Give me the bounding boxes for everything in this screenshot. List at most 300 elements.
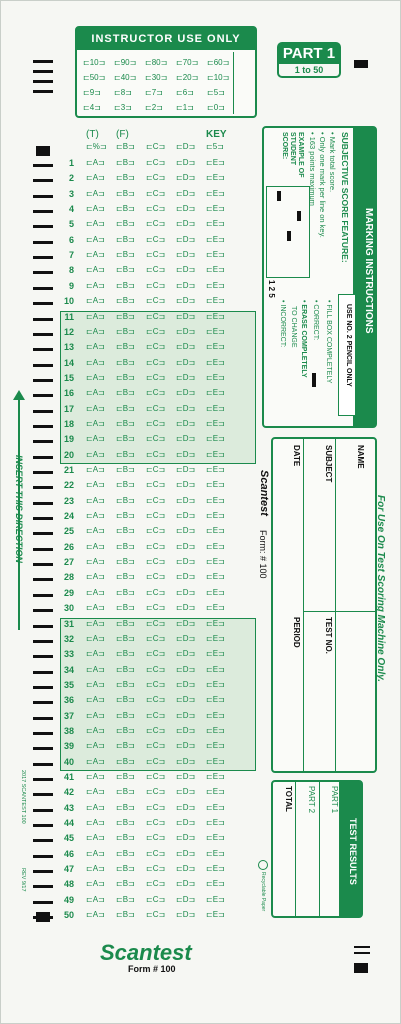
answer-bubble[interactable]: ⊏C⊐ [146, 710, 166, 720]
answer-bubble[interactable]: ⊏D⊐ [176, 710, 196, 720]
answer-bubble[interactable]: ⊏A⊐ [86, 910, 105, 920]
answer-bubble[interactable]: ⊏E⊐ [206, 204, 225, 214]
answer-bubble[interactable]: ⊏C⊐ [146, 372, 166, 382]
answer-bubble[interactable]: ⊏E⊐ [206, 280, 225, 290]
answer-bubble[interactable]: ⊏B⊐ [116, 265, 135, 275]
answer-bubble[interactable]: ⊏D⊐ [176, 557, 196, 567]
answer-bubble[interactable]: ⊏D⊐ [176, 449, 196, 459]
answer-bubble[interactable]: ⊏B⊐ [116, 633, 135, 643]
answer-bubble[interactable]: ⊏D⊐ [176, 480, 196, 490]
answer-bubble[interactable]: ⊏B⊐ [116, 495, 135, 505]
answer-bubble[interactable]: ⊏A⊐ [86, 848, 105, 858]
answer-bubble[interactable]: ⊏D⊐ [176, 802, 196, 812]
question-row [0, 756, 225, 773]
answer-bubble[interactable]: ⊏B⊐ [116, 403, 135, 413]
answer-bubble[interactable]: ⊏B⊐ [116, 372, 135, 382]
answer-bubble[interactable]: ⊏D⊐ [176, 541, 196, 551]
answer-bubble[interactable]: ⊏C⊐ [146, 802, 166, 812]
answer-bubble[interactable]: ⊏B⊐ [116, 818, 135, 828]
answer-bubble[interactable]: ⊏D⊐ [176, 403, 196, 413]
question-row [0, 787, 225, 803]
instructor-bubble[interactable]: ⊏1⊐ [176, 103, 194, 112]
answer-bubble[interactable]: ⊏B⊐ [116, 894, 135, 904]
answer-bubble[interactable]: ⊏D⊐ [176, 418, 196, 428]
answer-bubble[interactable]: ⊏D⊐ [176, 465, 196, 474]
answer-bubble[interactable]: ⊏E⊐ [206, 633, 225, 643]
answer-bubble[interactable]: ⊏C⊐ [146, 234, 166, 244]
instructor-bubble[interactable]: ⊏50⊐ [83, 73, 106, 82]
instructor-bubble[interactable]: ⊏5⊐ [207, 88, 225, 97]
answer-bubble[interactable]: ⊏B⊐ [116, 280, 135, 290]
answer-bubble[interactable]: ⊏E⊐ [206, 664, 225, 674]
answer-bubble[interactable]: ⊏E⊐ [206, 480, 225, 490]
answer-bubble[interactable]: ⊏B⊐ [116, 526, 135, 536]
answer-bubble[interactable]: ⊏B⊐ [116, 511, 135, 521]
answer-bubble[interactable]: ⊏B⊐ [116, 618, 135, 628]
answer-bubble[interactable]: ⊏D⊐ [176, 818, 196, 828]
answer-bubble[interactable]: ⊏B⊐ [116, 802, 135, 812]
answer-bubble[interactable]: ⊏B⊐ [116, 603, 135, 613]
answer-bubble[interactable]: ⊏E⊐ [206, 695, 225, 705]
answer-bubble[interactable]: ⊏A⊐ [86, 388, 105, 398]
answer-bubble[interactable]: ⊏B⊐ [116, 741, 135, 751]
date-label: DATE [292, 445, 301, 467]
answer-bubble[interactable]: ⊏B⊐ [116, 572, 135, 582]
answer-bubble[interactable]: ⊏D⊐ [176, 204, 196, 214]
key-label: KEY [206, 129, 227, 140]
answer-bubble[interactable]: ⊏E⊐ [206, 449, 225, 459]
answer-bubble[interactable]: ⊏A⊐ [86, 526, 105, 536]
answer-bubble[interactable]: ⊏E⊐ [206, 188, 225, 198]
answer-bubble[interactable]: ⊏A⊐ [86, 342, 105, 352]
answer-bubble[interactable]: ⊏B⊐ [116, 480, 135, 490]
answer-bubble[interactable]: ⊏E⊐ [206, 725, 225, 735]
question-row [0, 342, 225, 358]
answer-bubble[interactable]: ⊏E⊐ [206, 910, 225, 920]
answer-bubble[interactable]: ⊏A⊐ [86, 772, 105, 781]
question-number: 23 [63, 495, 74, 506]
answer-bubble[interactable]: ⊏D⊐ [176, 879, 196, 889]
answer-bubble[interactable]: ⊏A⊐ [86, 449, 105, 459]
answer-bubble[interactable]: ⊏C⊐ [146, 587, 166, 597]
answer-bubble[interactable]: ⊏A⊐ [86, 296, 105, 306]
answer-bubble[interactable]: ⊏B⊐ [116, 541, 135, 551]
answer-bubble[interactable]: ⊏D⊐ [176, 741, 196, 751]
answer-bubble[interactable]: ⊏E⊐ [206, 495, 225, 505]
answer-bubble[interactable]: ⊏B⊐ [116, 557, 135, 567]
instructor-bubble[interactable]: ⊏20⊐ [176, 73, 199, 82]
answer-bubble[interactable]: ⊏B⊐ [116, 833, 135, 843]
answer-bubble[interactable]: ⊏A⊐ [86, 480, 105, 490]
answer-bubble[interactable]: ⊏A⊐ [86, 818, 105, 828]
answer-bubble[interactable]: ⊏A⊐ [86, 894, 105, 904]
answer-bubble[interactable]: ⊏D⊐ [176, 434, 196, 444]
answer-bubble[interactable]: ⊏A⊐ [86, 756, 105, 766]
answer-bubble[interactable]: ⊏A⊐ [86, 326, 105, 336]
answer-bubble[interactable]: ⊏E⊐ [206, 679, 225, 689]
answer-bubble[interactable]: ⊏D⊐ [176, 848, 196, 858]
answer-bubble[interactable]: ⊏B⊐ [116, 587, 135, 597]
answer-bubble[interactable]: ⊏B⊐ [116, 695, 135, 705]
answer-bubble[interactable]: ⊏B⊐ [116, 204, 135, 214]
timing-mark [33, 80, 53, 83]
answer-bubble[interactable]: ⊏E⊐ [206, 296, 225, 306]
answer-bubble[interactable]: ⊏E⊐ [206, 372, 225, 382]
answer-bubble[interactable]: ⊏A⊐ [86, 572, 105, 582]
answer-bubble[interactable]: ⊏C⊐ [146, 188, 166, 198]
recycle-icon [258, 860, 268, 870]
answer-bubble[interactable]: ⊏E⊐ [206, 833, 225, 843]
erase-note: • ERASE COMPLETELY [300, 300, 307, 378]
answer-bubble[interactable]: ⊏B⊐ [116, 219, 135, 229]
answer-bubble[interactable]: ⊏C⊐ [146, 480, 166, 490]
answer-bubble[interactable]: ⊏A⊐ [86, 357, 105, 367]
answer-bubble[interactable]: ⊏D⊐ [176, 587, 196, 597]
answer-bubble[interactable]: ⊏C⊐ [146, 296, 166, 306]
answer-bubble[interactable]: ⊏E⊐ [206, 649, 225, 659]
answer-bubble[interactable]: ⊏C⊐ [146, 756, 166, 766]
answer-bubble[interactable]: ⊏E⊐ [206, 342, 225, 352]
answer-bubble[interactable]: ⊏B⊐ [116, 772, 135, 781]
answer-bubble[interactable]: ⊏D⊐ [176, 311, 196, 321]
answer-bubble[interactable]: ⊏A⊐ [86, 403, 105, 413]
question-row [0, 864, 225, 880]
answer-bubble[interactable]: ⊏E⊐ [206, 265, 225, 275]
answer-bubble[interactable]: ⊏C⊐ [146, 879, 166, 889]
answer-bubble[interactable]: ⊏A⊐ [86, 280, 105, 290]
question-number: 4 [68, 204, 74, 215]
example-score-value: 1 2 5 [267, 280, 276, 298]
answer-bubble[interactable]: ⊏C⊐ [146, 664, 166, 674]
instructor-bubble[interactable]: ⊏70⊐ [176, 58, 199, 67]
instructor-bubble[interactable]: ⊏3⊐ [114, 103, 132, 112]
instructor-bubble[interactable]: ⊏80⊐ [145, 58, 168, 67]
answer-bubble[interactable]: ⊏B⊐ [116, 756, 135, 766]
answer-bubble[interactable]: ⊏C⊐ [146, 572, 166, 582]
answer-bubble[interactable]: ⊏A⊐ [86, 695, 105, 705]
answer-bubble[interactable]: ⊏D⊐ [176, 910, 196, 920]
top-row-bubble[interactable]: ⊏5⊐ [206, 142, 224, 151]
answer-bubble[interactable]: ⊏E⊐ [206, 603, 225, 613]
answer-bubble[interactable]: ⊏C⊐ [146, 633, 166, 643]
answer-bubble[interactable]: ⊏B⊐ [116, 879, 135, 889]
answer-bubble[interactable]: ⊏E⊐ [206, 219, 225, 229]
answer-bubble[interactable]: ⊏C⊐ [146, 173, 166, 183]
answer-bubble[interactable]: ⊏B⊐ [116, 296, 135, 306]
instructor-bubble[interactable]: ⊏10⊐ [83, 58, 106, 67]
answer-bubble[interactable]: ⊏A⊐ [86, 265, 105, 275]
answer-bubble[interactable]: ⊏E⊐ [206, 864, 225, 874]
answer-bubble[interactable]: ⊏D⊐ [176, 158, 196, 167]
answer-bubble[interactable]: ⊏C⊐ [146, 204, 166, 214]
answer-bubble[interactable]: ⊏C⊐ [146, 495, 166, 505]
answer-bubble[interactable]: ⊏A⊐ [86, 879, 105, 889]
answer-bubble[interactable]: ⊏B⊐ [116, 649, 135, 659]
answer-bubble[interactable]: ⊏D⊐ [176, 388, 196, 398]
answer-bubble[interactable]: ⊏C⊐ [146, 250, 166, 260]
answer-bubble[interactable]: ⊏D⊐ [176, 649, 196, 659]
answer-bubble[interactable]: ⊏B⊐ [116, 787, 135, 797]
answer-bubble[interactable]: ⊏C⊐ [146, 679, 166, 689]
answer-bubble[interactable]: ⊏C⊐ [146, 388, 166, 398]
answer-bubble[interactable]: ⊏D⊐ [176, 756, 196, 766]
answer-bubble[interactable]: ⊏D⊐ [176, 772, 196, 781]
answer-bubble[interactable]: ⊏E⊐ [206, 618, 225, 628]
correct-example-mark [312, 373, 316, 387]
answer-bubble[interactable]: ⊏C⊐ [146, 649, 166, 659]
answer-bubble[interactable]: ⊏D⊐ [176, 526, 196, 536]
answer-bubble[interactable]: ⊏D⊐ [176, 864, 196, 874]
answer-bubble[interactable]: ⊏C⊐ [146, 326, 166, 336]
answer-bubble[interactable]: ⊏D⊐ [176, 188, 196, 198]
answer-bubble[interactable]: ⊏D⊐ [176, 664, 196, 674]
answer-bubble[interactable]: ⊏C⊐ [146, 311, 166, 321]
answer-bubble[interactable]: ⊏B⊐ [116, 864, 135, 874]
answer-bubble[interactable]: ⊏B⊐ [116, 418, 135, 428]
answer-bubble[interactable]: ⊏A⊐ [86, 434, 105, 444]
top-row-bubble[interactable]: ⊏%⊐ [86, 142, 107, 151]
top-row-bubble[interactable]: ⊏B⊐ [116, 142, 135, 151]
answer-bubble[interactable]: ⊏B⊐ [116, 173, 135, 183]
top-row-bubble[interactable]: ⊏D⊐ [176, 142, 196, 151]
answer-bubble[interactable]: ⊏A⊐ [86, 679, 105, 689]
answer-bubble[interactable]: ⊏D⊐ [176, 725, 196, 735]
answer-bubble[interactable]: ⊏C⊐ [146, 772, 166, 781]
instructor-bubble[interactable]: ⊏2⊐ [145, 103, 163, 112]
answer-bubble[interactable]: ⊏A⊐ [86, 802, 105, 812]
answer-bubble[interactable]: ⊏C⊐ [146, 603, 166, 613]
answer-bubble[interactable]: ⊏D⊐ [176, 173, 196, 183]
answer-bubble[interactable]: ⊏E⊐ [206, 418, 225, 428]
answer-bubble[interactable]: ⊏A⊐ [86, 864, 105, 874]
answer-bubble[interactable]: ⊏C⊐ [146, 265, 166, 275]
answer-bubble[interactable]: ⊏B⊐ [116, 710, 135, 720]
answer-bubble[interactable]: ⊏D⊐ [176, 280, 196, 290]
answer-bubble[interactable]: ⊏B⊐ [116, 342, 135, 352]
answer-bubble[interactable]: ⊏E⊐ [206, 879, 225, 889]
answer-bubble[interactable]: ⊏D⊐ [176, 787, 196, 797]
answer-bubble[interactable]: ⊏B⊐ [116, 326, 135, 336]
answer-bubble[interactable]: ⊏B⊐ [116, 679, 135, 689]
answer-bubble[interactable]: ⊏E⊐ [206, 772, 225, 781]
answer-bubble[interactable]: ⊏D⊐ [176, 633, 196, 643]
answer-bubble[interactable]: ⊏C⊐ [146, 219, 166, 229]
answer-bubble[interactable]: ⊏C⊐ [146, 894, 166, 904]
answer-bubble[interactable]: ⊏B⊐ [116, 434, 135, 444]
answer-bubble[interactable]: ⊏A⊐ [86, 787, 105, 797]
instructor-bubble[interactable]: ⊏9⊐ [83, 88, 101, 97]
answer-bubble[interactable]: ⊏B⊐ [116, 449, 135, 459]
answer-bubble[interactable]: ⊏D⊐ [176, 219, 196, 229]
answer-bubble[interactable]: ⊏C⊐ [146, 818, 166, 828]
answer-bubble[interactable]: ⊏E⊐ [206, 818, 225, 828]
instructor-bubble[interactable]: ⊏90⊐ [114, 58, 137, 67]
answer-bubble[interactable]: ⊏A⊐ [86, 234, 105, 244]
answer-bubble[interactable]: ⊏E⊐ [206, 173, 225, 183]
answer-bubble[interactable]: ⊏E⊐ [206, 465, 225, 474]
answer-bubble[interactable]: ⊏D⊐ [176, 265, 196, 275]
answer-bubble[interactable]: ⊏A⊐ [86, 173, 105, 183]
answer-bubble[interactable]: ⊏A⊐ [86, 204, 105, 214]
test-no-label: TEST NO. [324, 617, 333, 654]
question-row [0, 188, 225, 205]
answer-bubble[interactable]: ⊏D⊐ [176, 495, 196, 505]
answer-bubble[interactable]: ⊏E⊐ [206, 434, 225, 444]
answer-bubble[interactable]: ⊏C⊐ [146, 449, 166, 459]
answer-bubble[interactable]: ⊏E⊐ [206, 234, 225, 244]
answer-bubble[interactable]: ⊏B⊐ [116, 158, 135, 167]
answer-bubble[interactable]: ⊏C⊐ [146, 618, 166, 628]
instructor-bubble[interactable]: ⊏4⊐ [83, 103, 101, 112]
answer-bubble[interactable]: ⊏A⊐ [86, 633, 105, 643]
question-number: 14 [63, 357, 74, 368]
answer-bubble[interactable]: ⊏A⊐ [86, 603, 105, 613]
answer-bubble[interactable]: ⊏E⊐ [206, 326, 225, 336]
answer-bubble[interactable]: ⊏A⊐ [86, 188, 105, 198]
answer-bubble[interactable]: ⊏A⊐ [86, 725, 105, 735]
answer-bubble[interactable]: ⊏A⊐ [86, 557, 105, 567]
answer-bubble[interactable]: ⊏D⊐ [176, 372, 196, 382]
answer-bubble[interactable]: ⊏C⊐ [146, 833, 166, 843]
top-row-bubble[interactable]: ⊏C⊐ [146, 142, 166, 151]
answer-bubble[interactable]: ⊏B⊐ [116, 388, 135, 398]
answer-bubble[interactable]: ⊏A⊐ [86, 664, 105, 674]
answer-bubble[interactable]: ⊏D⊐ [176, 695, 196, 705]
answer-bubble[interactable]: ⊏E⊐ [206, 710, 225, 720]
answer-bubble[interactable]: ⊏A⊐ [86, 541, 105, 551]
answer-bubble[interactable]: ⊏C⊐ [146, 741, 166, 751]
answer-bubble[interactable]: ⊏D⊐ [176, 357, 196, 367]
answer-bubble[interactable]: ⊏D⊐ [176, 296, 196, 306]
answer-bubble[interactable]: ⊏A⊐ [86, 833, 105, 843]
answer-bubble[interactable]: ⊏A⊐ [86, 311, 105, 321]
instructor-bubble[interactable]: ⊏8⊐ [114, 88, 132, 97]
answer-bubble[interactable]: ⊏A⊐ [86, 587, 105, 597]
answer-bubble[interactable]: ⊏D⊐ [176, 618, 196, 628]
question-row [0, 572, 225, 588]
answer-bubble[interactable]: ⊏B⊐ [116, 357, 135, 367]
answer-bubble[interactable]: ⊏B⊐ [116, 910, 135, 920]
answer-bubble[interactable]: ⊏D⊐ [176, 603, 196, 613]
answer-bubble[interactable]: ⊏B⊐ [116, 188, 135, 198]
answer-bubble[interactable]: ⊏D⊐ [176, 511, 196, 521]
answer-bubble[interactable]: ⊏A⊐ [86, 649, 105, 659]
answer-bubble[interactable]: ⊏C⊐ [146, 910, 166, 920]
answer-bubble[interactable]: ⊏E⊐ [206, 802, 225, 812]
answer-bubble[interactable]: ⊏E⊐ [206, 741, 225, 751]
answer-bubble[interactable]: ⊏C⊐ [146, 541, 166, 551]
answer-bubble[interactable]: ⊏E⊐ [206, 158, 225, 167]
answer-bubble[interactable]: ⊏C⊐ [146, 465, 166, 474]
answer-bubble[interactable]: ⊏B⊐ [116, 664, 135, 674]
answer-bubble[interactable]: ⊏E⊐ [206, 557, 225, 567]
answer-bubble[interactable]: ⊏C⊐ [146, 403, 166, 413]
instructor-bubble[interactable]: ⊏7⊐ [145, 88, 163, 97]
answer-bubble[interactable]: ⊏B⊐ [116, 234, 135, 244]
answer-bubble[interactable]: ⊏A⊐ [86, 372, 105, 382]
answer-bubble[interactable]: ⊏C⊐ [146, 280, 166, 290]
answer-bubble[interactable]: ⊏E⊐ [206, 756, 225, 766]
answer-bubble[interactable]: ⊏E⊐ [206, 403, 225, 413]
answer-bubble[interactable]: ⊏D⊐ [176, 326, 196, 336]
answer-bubble[interactable]: ⊏E⊐ [206, 311, 225, 321]
instructor-bubble[interactable]: ⊏40⊐ [114, 73, 137, 82]
answer-bubble[interactable]: ⊏A⊐ [86, 465, 105, 474]
question-row [0, 633, 225, 650]
answer-bubble[interactable]: ⊏D⊐ [176, 234, 196, 244]
answer-bubble[interactable]: ⊏D⊐ [176, 894, 196, 904]
answer-bubble[interactable]: ⊏C⊐ [146, 357, 166, 367]
answer-bubble[interactable]: ⊏C⊐ [146, 695, 166, 705]
answer-bubble[interactable]: ⊏B⊐ [116, 725, 135, 735]
answer-bubble[interactable]: ⊏E⊐ [206, 250, 225, 260]
answer-bubble[interactable]: ⊏D⊐ [176, 679, 196, 689]
answer-bubble[interactable]: ⊏C⊐ [146, 511, 166, 521]
question-number: 9 [68, 280, 74, 291]
answer-bubble[interactable]: ⊏D⊐ [176, 250, 196, 260]
answer-bubble[interactable]: ⊏B⊐ [116, 250, 135, 260]
question-number: 25 [63, 526, 74, 537]
answer-bubble[interactable]: ⊏A⊐ [86, 618, 105, 628]
answer-bubble[interactable]: ⊏C⊐ [146, 342, 166, 352]
instructor-bubble[interactable]: ⊏60⊐ [207, 58, 230, 67]
answer-bubble[interactable]: ⊏C⊐ [146, 158, 166, 167]
answer-bubble[interactable]: ⊏C⊐ [146, 787, 166, 797]
question-row [0, 848, 225, 865]
question-row [0, 710, 225, 727]
answer-bubble[interactable]: ⊏E⊐ [206, 572, 225, 582]
answer-bubble[interactable]: ⊏E⊐ [206, 511, 225, 521]
answer-bubble[interactable]: ⊏B⊐ [116, 311, 135, 321]
answer-bubble[interactable]: ⊏D⊐ [176, 833, 196, 843]
question-row [0, 465, 225, 481]
answer-bubble[interactable]: ⊏C⊐ [146, 725, 166, 735]
answer-bubble[interactable]: ⊏B⊐ [116, 848, 135, 858]
answer-bubble[interactable]: ⊏C⊐ [146, 434, 166, 444]
answer-bubble[interactable]: ⊏A⊐ [86, 250, 105, 260]
answer-bubble[interactable]: ⊏E⊐ [206, 357, 225, 367]
answer-bubble[interactable]: ⊏A⊐ [86, 741, 105, 751]
answer-bubble[interactable]: ⊏E⊐ [206, 787, 225, 797]
answer-bubble[interactable]: ⊏D⊐ [176, 342, 196, 352]
question-number: 2 [68, 173, 74, 184]
answer-bubble[interactable]: ⊏C⊐ [146, 864, 166, 874]
answer-bubble[interactable]: ⊏A⊐ [86, 219, 105, 229]
answer-bubble[interactable]: ⊏C⊐ [146, 557, 166, 567]
instructor-bubble[interactable]: ⊏30⊐ [145, 73, 168, 82]
answer-bubble[interactable]: ⊏A⊐ [86, 511, 105, 521]
answer-bubble[interactable]: ⊏E⊐ [206, 388, 225, 398]
answer-bubble[interactable]: ⊏A⊐ [86, 418, 105, 428]
answer-bubble[interactable]: ⊏A⊐ [86, 495, 105, 505]
answer-bubble[interactable]: ⊏E⊐ [206, 587, 225, 597]
answer-bubble[interactable]: ⊏C⊐ [146, 526, 166, 536]
instructor-bubble[interactable]: ⊏10⊐ [207, 73, 230, 82]
answer-bubble[interactable]: ⊏B⊐ [116, 465, 135, 474]
answer-bubble[interactable]: ⊏C⊐ [146, 418, 166, 428]
instructor-bubble[interactable]: ⊏6⊐ [176, 88, 194, 97]
answer-bubble[interactable]: ⊏A⊐ [86, 710, 105, 720]
answer-bubble[interactable]: ⊏E⊐ [206, 541, 225, 551]
instructor-bubble[interactable]: ⊏0⊐ [207, 103, 225, 112]
answer-bubble[interactable]: ⊏C⊐ [146, 848, 166, 858]
answer-bubble[interactable]: ⊏A⊐ [86, 158, 105, 167]
marking-title: MARKING INSTRUCTIONS [363, 208, 374, 334]
answer-bubble[interactable]: ⊏E⊐ [206, 526, 225, 536]
answer-bubble[interactable]: ⊏E⊐ [206, 894, 225, 904]
answer-bubble[interactable]: ⊏D⊐ [176, 572, 196, 582]
answer-bubble[interactable]: ⊏E⊐ [206, 848, 225, 858]
